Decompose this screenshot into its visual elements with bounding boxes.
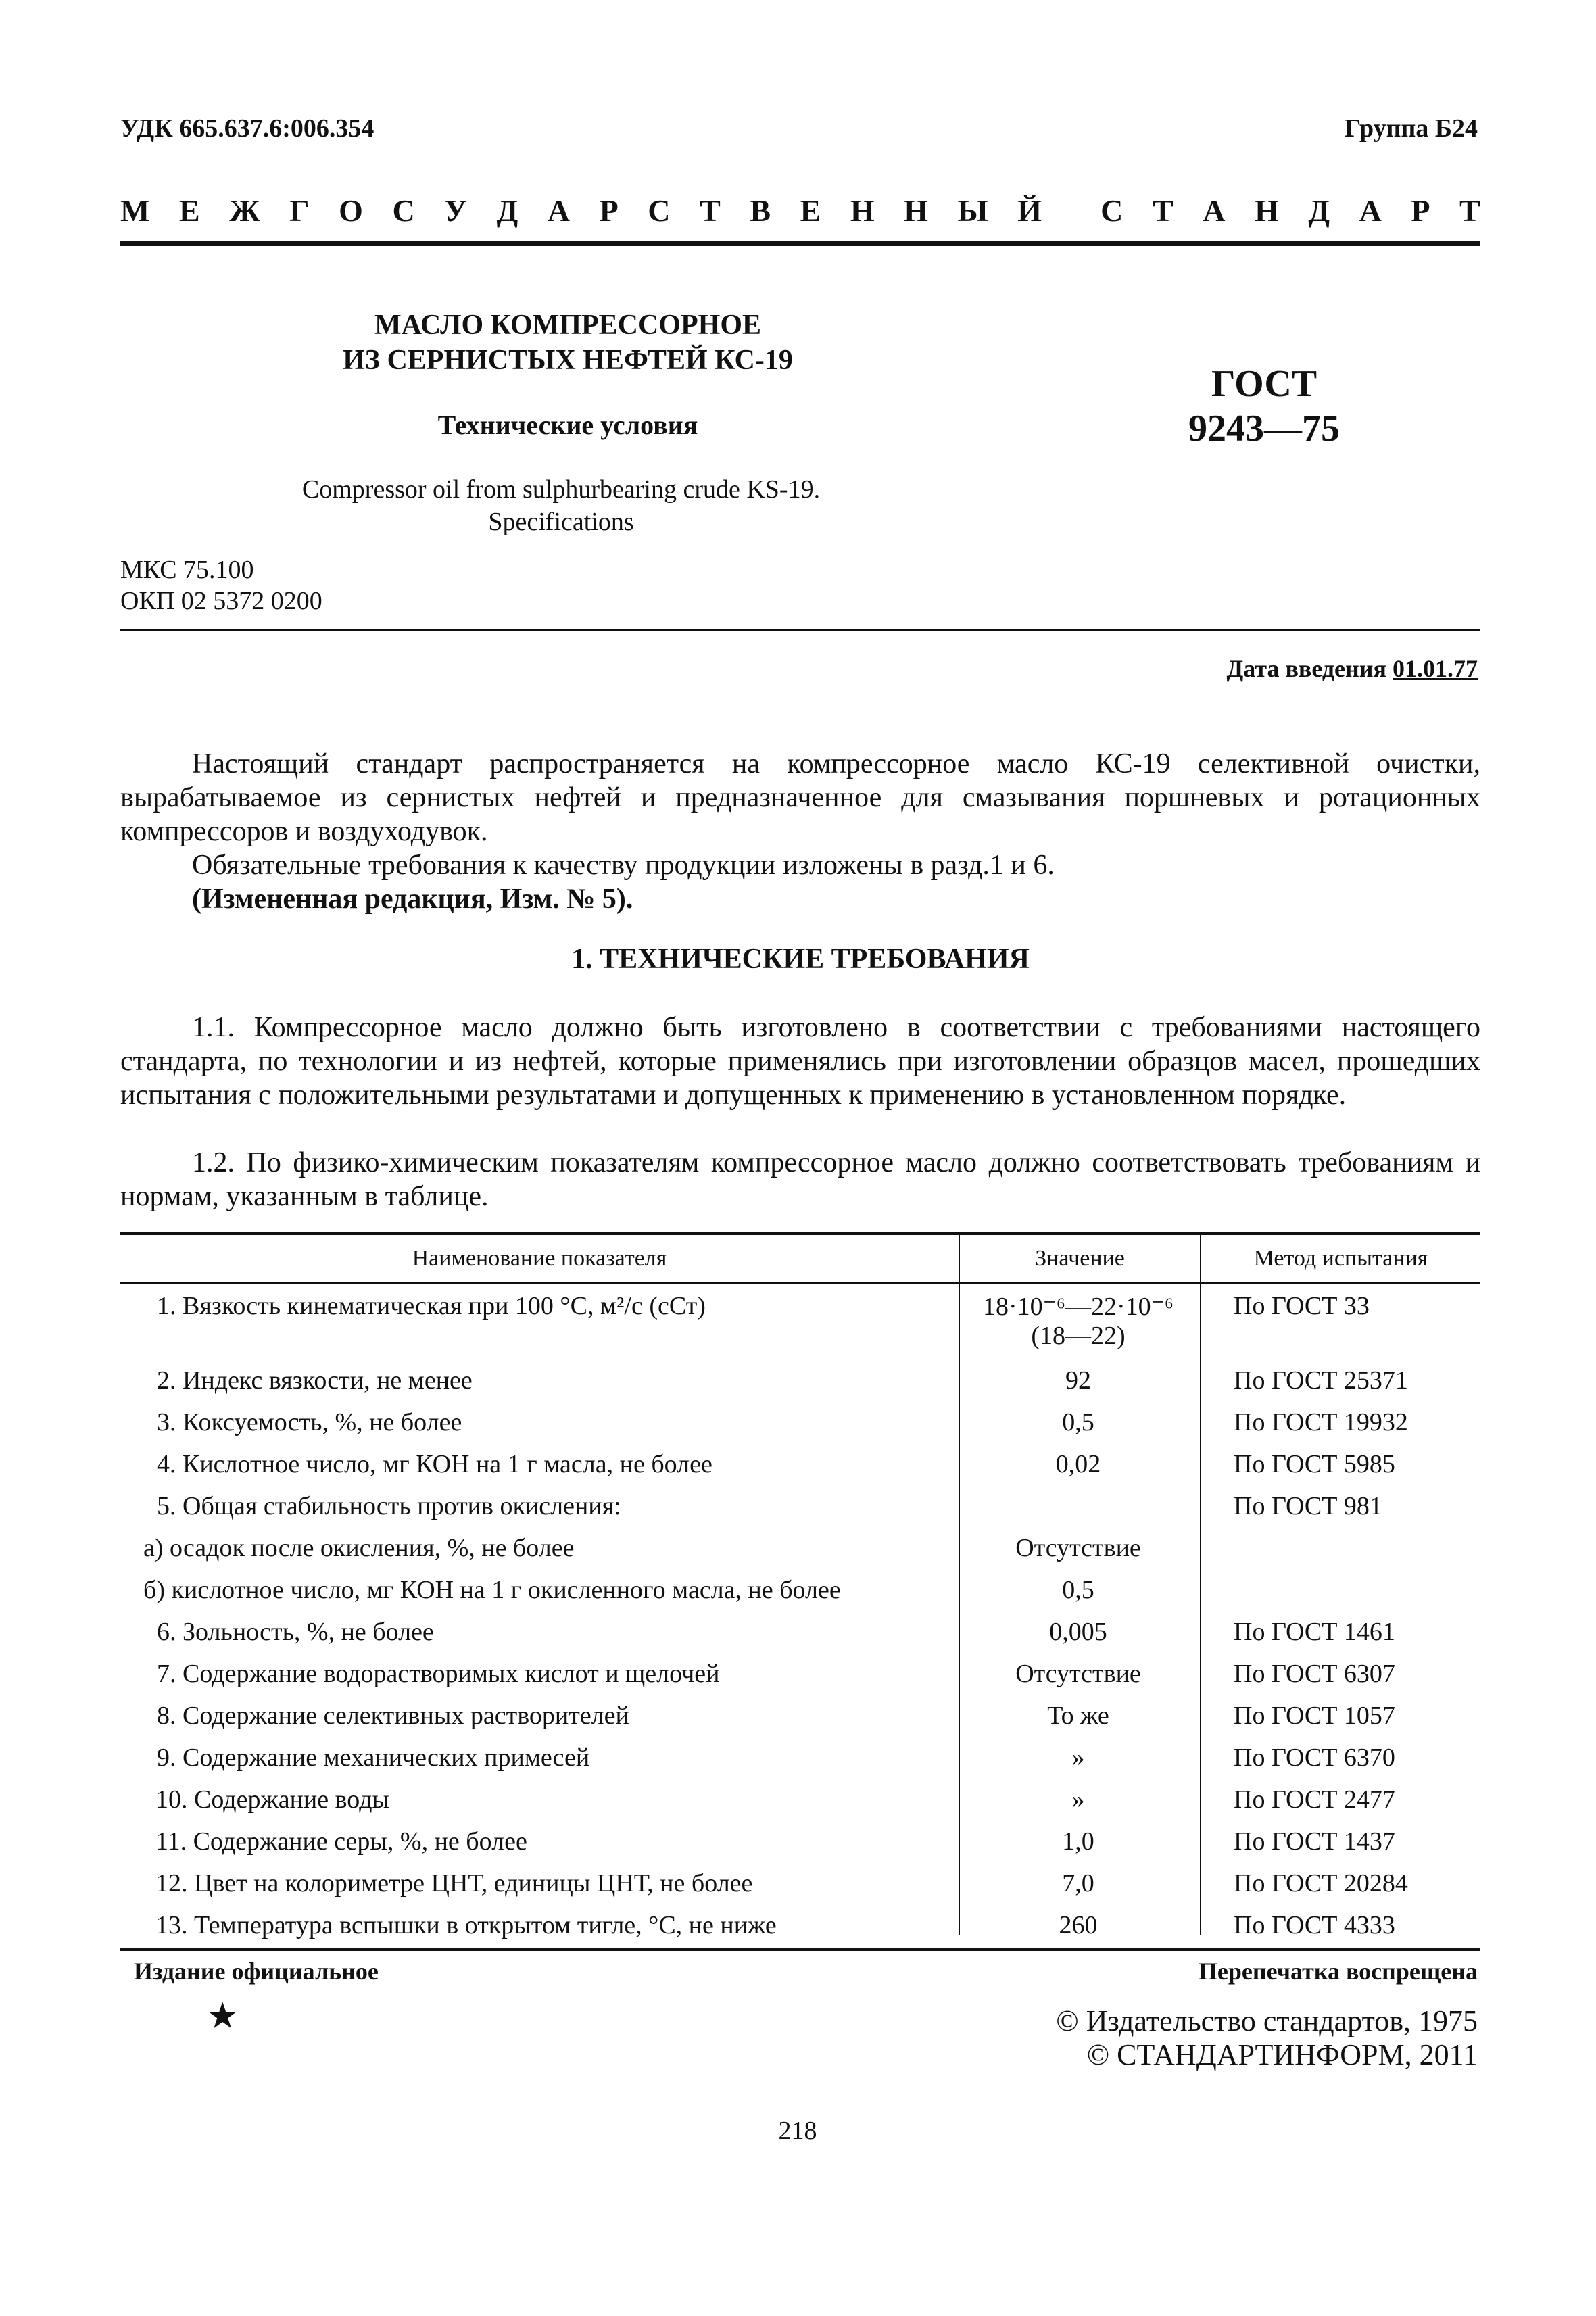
table-cell-name: 2. Индекс вязкости, не менее	[157, 1366, 473, 1395]
copyright-block	[1056, 2004, 1478, 2072]
table-cell-name: 11. Содержание серы, %, не более	[155, 1827, 527, 1856]
table-header-rule	[120, 1282, 1480, 1284]
table-cell-value: То же	[1047, 1702, 1109, 1730]
heading-letter: Е	[178, 193, 200, 228]
table-cell-name: 13. Температура вспышки в открытом тигле, °С, не ниже	[155, 1911, 777, 1939]
heading-letter: Д	[1308, 193, 1330, 228]
table-cell-method: По ГОСТ 981	[1234, 1492, 1382, 1520]
table-cell-method: По ГОСТ 1461	[1234, 1618, 1395, 1646]
title-rule	[120, 629, 1480, 631]
section-heading: 1. ТЕХНИЧЕСКИЕ ТРЕБОВАНИЯ	[571, 944, 1030, 975]
mks-code: МКС 75.100	[120, 556, 254, 584]
paragraph-1-2: 1.2. По физико-химическим показателям компрессорное масло должно соответствовать требованиям и нормам, указанным в таблице.	[120, 1147, 1480, 1212]
heading-letter: Ж	[229, 193, 260, 228]
table-cell-value: 0,5	[1062, 1408, 1094, 1437]
table-cell-name: 12. Цвет на колориметре ЦНТ, единицы ЦНТ, не более	[155, 1869, 753, 1898]
heading-letter: Т	[700, 193, 721, 228]
heading-letter: У	[444, 193, 468, 228]
group-code: Группа Б24	[1345, 114, 1478, 143]
table-cell-value: 0,02	[1055, 1450, 1101, 1478]
table-cell-method: По ГОСТ 19932	[1234, 1408, 1408, 1437]
heading-letter: Е	[800, 193, 821, 228]
heading-letter: Т	[1152, 193, 1174, 228]
table-header-method: Метод испытания	[1253, 1246, 1428, 1271]
date-label: Дата введения	[1226, 655, 1386, 682]
heading-letter: М	[120, 193, 150, 228]
document-subtitle: Технические условия	[437, 410, 698, 440]
heading-letter: Н	[850, 193, 875, 228]
gost-code: 9243—75	[1188, 408, 1340, 450]
heading-letter: С	[648, 193, 671, 228]
intro-paragraph-1: Настоящий стандарт распространяется на компрессорное масло КС-19 селективной очистки, вырабатываемое из сернистых нефтей и предназначенное для смазывания поршневых и ротационных компрессоров и воздуходувок.	[120, 748, 1480, 847]
table-top-rule	[120, 1232, 1480, 1235]
table-cell-name: 4. Кислотное число, мг КОН на 1 г масла, не более	[157, 1450, 712, 1478]
table-cell-name: 5. Общая стабильность против окисления:	[157, 1492, 621, 1520]
table-column-divider	[1200, 1232, 1201, 1935]
heading-letter: Р	[599, 193, 619, 228]
english-title-line-1: Compressor oil from sulphurbearing crude KS-19.	[301, 475, 821, 504]
page-number: 218	[778, 2117, 817, 2145]
table-cell-method: По ГОСТ 6307	[1234, 1660, 1395, 1688]
table-cell-method: По ГОСТ 5985	[1234, 1450, 1395, 1478]
heading-letter: А	[1203, 193, 1226, 228]
table-cell-name: б) кислотное число, мг КОН на 1 г окисленного масла, не более	[143, 1576, 841, 1604]
table-cell-method: По ГОСТ 4333	[1234, 1911, 1395, 1939]
title-line-1: МАСЛО КОМПРЕССОРНОЕ	[374, 310, 762, 341]
gost-number	[1149, 362, 1379, 451]
table-cell-value: 0,5	[1062, 1576, 1094, 1604]
table-cell-name: 6. Зольность, %, не более	[157, 1618, 434, 1646]
heading-letter: В	[750, 193, 771, 228]
english-title-line-2: Specifications	[488, 508, 634, 536]
table-cell-value: »	[1071, 1743, 1085, 1772]
table-cell-name: 1. Вязкость кинематическая при 100 °С, м²/с (сСт)	[157, 1292, 706, 1320]
table-cell-method: По ГОСТ 1437	[1234, 1827, 1395, 1856]
table-cell-method: По ГОСТ 33	[1234, 1292, 1370, 1320]
table-cell-method: По ГОСТ 1057	[1234, 1702, 1395, 1730]
table-cell-name: 9. Содержание механических примесей	[157, 1743, 590, 1772]
table-cell-value: 92	[1065, 1366, 1091, 1395]
heading-letter: Д	[496, 193, 518, 228]
table-cell-name: 10. Содержание воды	[155, 1785, 390, 1814]
english-title	[223, 473, 899, 538]
copyright-line-2: © СТАНДАРТИНФОРМ, 2011	[1086, 2038, 1478, 2071]
heading-letter: О	[339, 193, 363, 228]
heading-letter: С	[392, 193, 415, 228]
header-rule	[120, 241, 1480, 246]
table-cell-method: По ГОСТ 2477	[1234, 1785, 1395, 1814]
table-bottom-rule	[120, 1948, 1480, 1951]
table-header-value: Значение	[1035, 1246, 1125, 1271]
table-cell-method: По ГОСТ 6370	[1234, 1743, 1395, 1772]
gost-label: ГОСТ	[1211, 363, 1317, 405]
table-cell-value: Отсутствие	[1015, 1660, 1141, 1688]
reprint-notice: Перепечатка воспрещена	[1198, 1958, 1478, 1985]
heading-letter: Н	[904, 193, 928, 228]
okp-code: ОКП 02 5372 0200	[120, 587, 322, 615]
heading-letter: А	[1359, 193, 1382, 228]
heading-letter: Г	[289, 193, 310, 228]
official-edition-label: Издание официальное	[134, 1958, 379, 1985]
star-icon: ★	[206, 1996, 239, 2036]
copyright-line-1: © Издательство стандартов, 1975	[1056, 2004, 1478, 2037]
document-title	[250, 308, 886, 378]
table-cell-value: 0,005	[1049, 1618, 1107, 1646]
paragraph-1-1: 1.1. Компрессорное масло должно быть изготовлено в соответствии с требованиями настоящего стандарта, по технологии и из нефтей, которые применялись при изготовлении образцов масел, прошедших испытания с положительными результатами и допущенных к применению в установленном порядке.	[120, 1012, 1480, 1111]
date-value: 01.01.77	[1393, 655, 1478, 682]
table-cell-value: 7,0	[1062, 1869, 1094, 1898]
table-cell-name: 3. Коксуемость, %, не более	[157, 1408, 462, 1437]
title-line-2: ИЗ СЕРНИСТЫХ НЕФТЕЙ КС-19	[343, 345, 793, 376]
introduction-date	[1227, 654, 1478, 683]
heading-letter: Й	[1017, 193, 1042, 228]
udc-code: УДК 665.637.6:006.354	[120, 114, 374, 143]
heading-letter: С	[1101, 193, 1123, 228]
classification-codes	[120, 554, 322, 617]
table-header-name: Наименование показателя	[412, 1246, 667, 1271]
table-cell-value: 260	[1059, 1911, 1098, 1939]
interstate-standard-heading	[120, 193, 1480, 228]
amendment-note: (Измененная редакция, Изм. № 5).	[192, 884, 633, 915]
heading-letter: А	[547, 193, 571, 228]
table-cell-value: 1,0	[1062, 1827, 1094, 1856]
table-cell-method: По ГОСТ 20284	[1234, 1869, 1408, 1898]
table-cell-value: 18·10⁻⁶—22·10⁻⁶	[983, 1293, 1174, 1321]
heading-letter: Н	[1255, 193, 1279, 228]
table-cell-name: 7. Содержание водорастворимых кислот и щелочей	[157, 1660, 720, 1688]
table-cell-value: Отсутствие	[1015, 1534, 1141, 1562]
table-cell-value-secondary: (18—22)	[1031, 1322, 1126, 1350]
heading-letter: Р	[1411, 193, 1430, 228]
heading-letter: Ы	[957, 193, 988, 228]
table-cell-method: По ГОСТ 25371	[1234, 1366, 1408, 1395]
table-cell-name: а) осадок после окисления, %, не более	[143, 1534, 575, 1562]
table-cell-value: »	[1071, 1785, 1085, 1814]
heading-letter: Т	[1459, 193, 1480, 228]
intro-paragraph-2: Обязательные требования к качеству продукции изложены в разд.1 и 6.	[192, 850, 1055, 881]
table-cell-name: 8. Содержание селективных растворителей	[157, 1702, 629, 1730]
